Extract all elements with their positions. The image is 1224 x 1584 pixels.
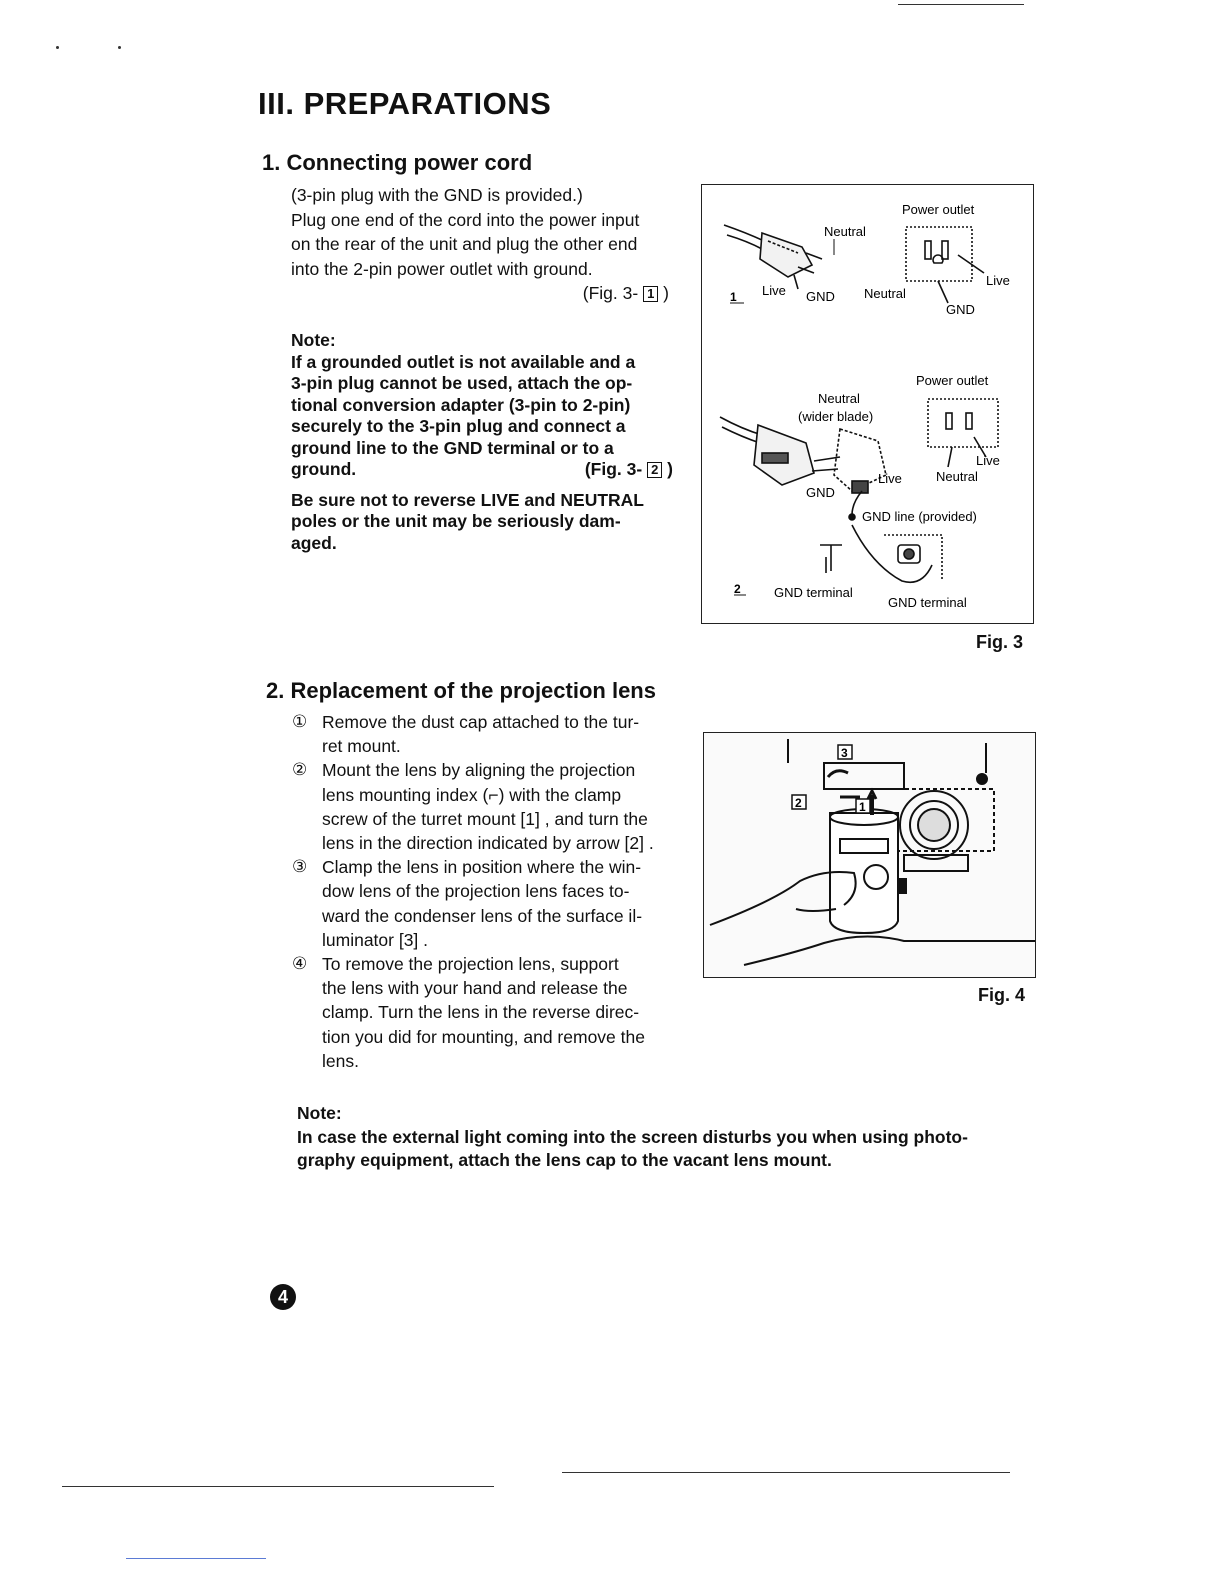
- note-line: tional conversion adapter (3-pin to 2-pin): [291, 394, 631, 415]
- page-title: III. PREPARATIONS: [258, 86, 552, 121]
- note-line: 3-pin plug cannot be used, attach the op-: [291, 373, 633, 393]
- figure-3-box: [701, 184, 1034, 624]
- fig-ref-number: 1: [643, 286, 658, 302]
- bottom-blue-rule: [126, 1558, 266, 1559]
- top-rule: [898, 4, 1024, 5]
- note-line-last: ground. (Fig. 3- 2 ): [291, 459, 673, 479]
- lens-replacement-steps: [292, 710, 678, 1073]
- conversion-adapter-icon: [720, 417, 886, 493]
- label-live-outlet-1: Live: [986, 273, 1010, 288]
- callout-2: 2: [795, 796, 802, 810]
- label-neutral-2: Neutral: [818, 391, 860, 406]
- instruction-line: on the rear of the unit and plug the other end: [291, 234, 638, 254]
- label-neutral-outlet-1: Neutral: [864, 286, 906, 301]
- photography-note: [297, 1102, 1057, 1173]
- note-label: Note:: [297, 1103, 342, 1123]
- page-number-badge: 4: [270, 1284, 296, 1310]
- note-label: Note:: [291, 330, 336, 350]
- figure-4-photo: [704, 733, 1035, 977]
- label-gnd-line: GND line (provided): [862, 509, 977, 524]
- label-neutral-outlet-2: Neutral: [936, 469, 978, 484]
- instruction-line: Plug one end of the cord into the power input: [291, 209, 640, 230]
- bottom-rule-left: [62, 1486, 494, 1487]
- label-gnd-outlet-1: GND: [946, 302, 975, 317]
- fig3-part-number-1: 1: [730, 290, 737, 304]
- grounding-note: [291, 330, 673, 554]
- label-live-plug: Live: [762, 283, 786, 298]
- note-fig-reference: (Fig. 3- 2 ): [584, 459, 673, 479]
- note-line: If a grounded outlet is not available and a: [291, 351, 636, 372]
- figure-3-label: Fig. 3: [976, 632, 1024, 652]
- label-gnd-plug: GND: [806, 289, 835, 304]
- warning-line: poles or the unit may be seriously dam-: [291, 511, 621, 531]
- power-cord-instructions: [291, 183, 675, 306]
- fig-reference: (Fig. 3- 1 ): [582, 283, 669, 303]
- step-2: ② Mount the lens by aligning the projection lens mounting index (⌐) with the clamp screw of the turret mount [1] , and turn the lens in the direction indicated by arrow [2] .: [292, 760, 654, 854]
- note-line: securely to the 3-pin plug and connect a: [291, 416, 626, 436]
- fig3-part-number-2: 2: [734, 582, 741, 596]
- step-3: ③ Clamp the lens in position where the win- dow lens of the projection lens faces to- ward the condenser lens of the surface il- luminator [3] .: [292, 857, 643, 950]
- callout-1: 1: [859, 800, 866, 814]
- figure-4-box: [703, 732, 1036, 978]
- label-gnd-terminal-right: GND terminal: [888, 595, 967, 610]
- scan-dot: [118, 46, 121, 49]
- section-heading-power-cord: 1. Connecting power cord: [262, 150, 533, 175]
- label-gnd-terminal-left: GND terminal: [774, 585, 853, 600]
- instruction-line: (3-pin plug with the GND is provided.): [291, 185, 583, 205]
- figure-3-diagram: [702, 185, 1033, 623]
- label-neutral-plug: Neutral: [824, 224, 866, 239]
- section-heading-lens-replacement: 2. Replacement of the projection lens: [266, 678, 656, 703]
- label-power-outlet-1: Power outlet: [902, 202, 975, 217]
- note-line: ground line to the GND terminal or to a: [291, 437, 614, 458]
- bottom-rule-right: [562, 1472, 1010, 1473]
- callout-3: 3: [841, 746, 848, 760]
- label-live-adapter: Live: [878, 471, 902, 486]
- gnd-line-icon: [820, 491, 942, 582]
- instruction-line: into the 2-pin power outlet with ground.: [291, 258, 593, 279]
- three-pin-plug-icon: [724, 225, 822, 289]
- note-line: In case the external light coming into the screen disturbs you when using photo-: [297, 1126, 968, 1147]
- step-4: ④ To remove the projection lens, support the lens with your hand and release the clamp. Turn the lens in the reverse direc- tion you did for mounting, and remove the lens.: [292, 954, 645, 1071]
- scan-dot: [56, 46, 59, 49]
- wall-outlet-icon: [906, 227, 984, 303]
- note-fig-ref-number: 2: [647, 462, 662, 478]
- note-line: graphy equipment, attach the lens cap to the vacant lens mount.: [297, 1150, 832, 1170]
- warning-line: Be sure not to reverse LIVE and NEUTRAL: [291, 489, 644, 510]
- label-live-outlet-2: Live: [976, 453, 1000, 468]
- figure-4-label: Fig. 4: [978, 985, 1026, 1005]
- label-gnd-2: GND: [806, 485, 835, 500]
- step-1: ① Remove the dust cap attached to the tur- ret mount.: [292, 712, 640, 757]
- warning-line: aged.: [291, 532, 337, 553]
- label-wider-blade: (wider blade): [798, 409, 874, 424]
- label-power-outlet-2: Power outlet: [916, 373, 989, 388]
